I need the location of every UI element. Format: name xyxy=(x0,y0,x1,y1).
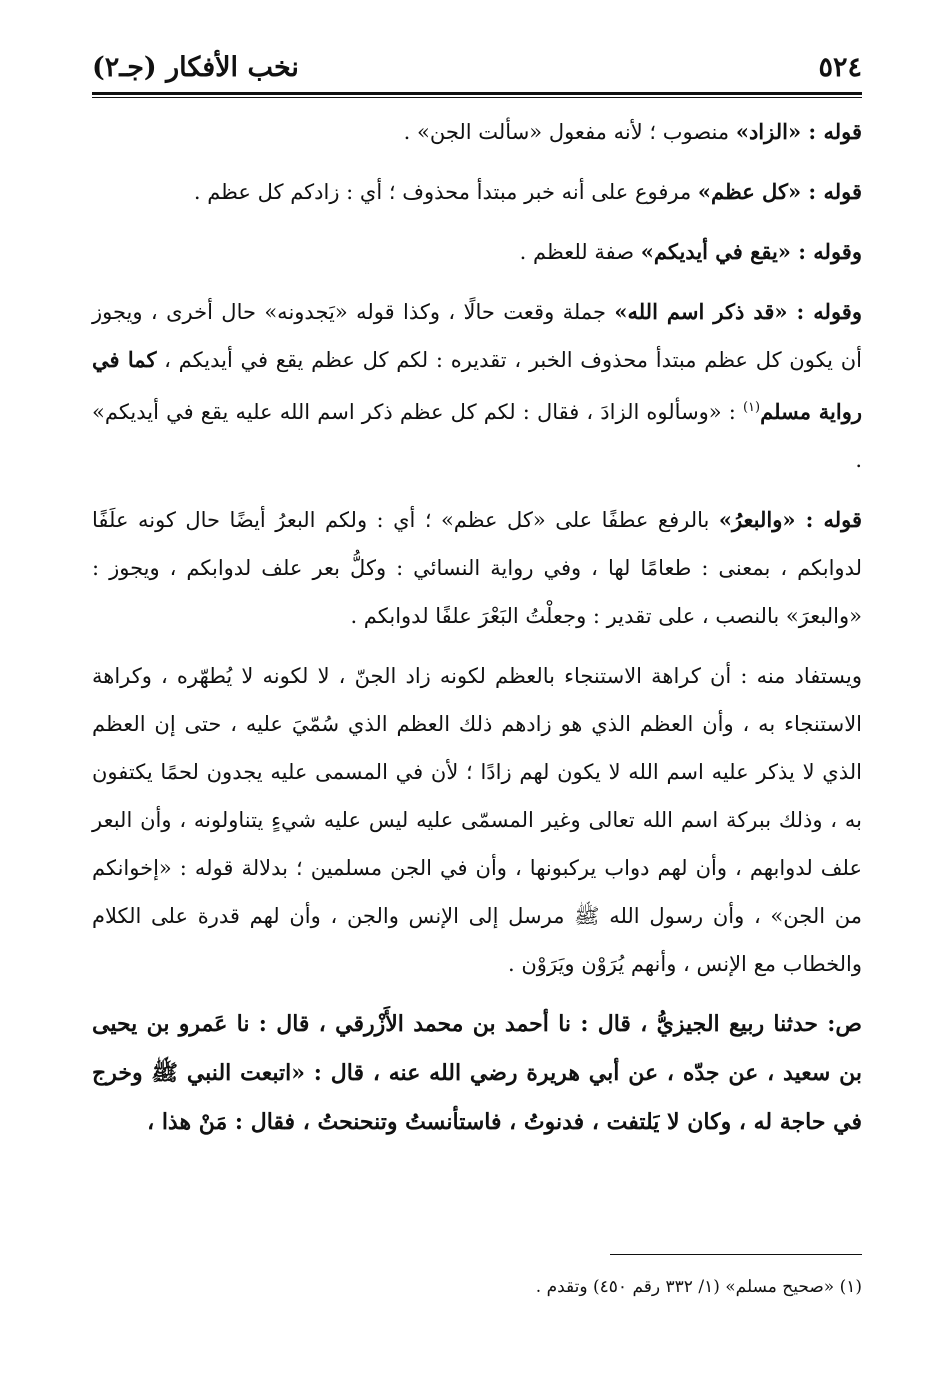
main-text xyxy=(92,108,862,1159)
term-label: قوله : «كل عظم» xyxy=(697,179,862,204)
footnote-rule xyxy=(610,1254,862,1255)
paragraph-yaqa xyxy=(92,228,862,276)
paragraph-text: جملة وقعت حالًا ، وكذا قوله «يَجدونه» حال أخرى ، ويجوز أن يكون كل عظم مبتدأ محذوف الخبر ، تقديره : لكم كل عظم يقع في أيديكم ، xyxy=(92,300,863,372)
term-label: قوله : «والبعرُ» xyxy=(718,507,862,532)
paragraph-text-2: : «وسألوه الزادَ ، فقال : لكم كل عظم ذكر اسم الله عليه يقع في أيديكم» . xyxy=(92,400,862,472)
term-label: وقوله : «يقع في أيديكم» xyxy=(640,239,862,264)
paragraph-text: ويستفاد منه : أن كراهة الاستنجاء بالعظم لكونه زاد الجنّ ، لا لكونه لا يُطهّره ، وكراهة الاستنجاء به ، وأن العظم الذي هو زادهم ذلك العظم الذي سُمّيَ عليه ، حتى إن العظم الذي لا يذكر عليه اسم الله لا يكون لهم زادًا ؛ لأن في المسمى عليه يجدون لحمًا يكتفون به ، وذلك ببركة اسم الله تعالى وغير المسمّى عليه ليس عليه شيءٍ يتناولونه ، وأن البعر علف لدوابهم ، وأن لهم دواب يركبونها ، وأن في الجن مسلمين ؛ بدلالة قوله : «إخوانكم من الجن» ، وأن رسول الله ﷺ مرسل إلى الإنس والجن ، وأن لهم قدرة على الكلام والخطاب مع الإنس ، وأنهم يُرَوْن ويَرَوْن . xyxy=(92,664,862,976)
book-title: نخب الأفكار (جـ٢) xyxy=(92,52,299,83)
paragraph-zad xyxy=(92,108,862,156)
header-rule-thin xyxy=(92,97,862,98)
paragraph-text: منصوب ؛ لأنه مفعول «سألت الجن» . xyxy=(403,120,736,144)
paragraph-baar xyxy=(92,496,862,640)
paragraph-dhikr xyxy=(92,288,862,484)
hadith-text: ص: حدثنا ربيع الجيزيُّ ، قال : نا أحمد بن محمد الأَزْرقي ، قال : نا عَمرو بن يحيى بن سعيد ، عن جدّه ، عن أبي هريرة رضي الله عنه ، قال : «اتبعت النبي ﷺ وخرج في حاجة له ، وكان لا يَلتفت ، فدنوتُ ، فاستأنستُ وتنحنحتُ ، فقال : مَنْ هذا ، xyxy=(92,1011,862,1135)
paragraph-text: صفة للعظم . xyxy=(519,240,641,264)
term-label: قوله : «الزاد» xyxy=(735,119,862,144)
header-rule-thick xyxy=(92,92,862,95)
footnote-ref: (١) xyxy=(742,400,761,415)
footnote: (١) «صحيح مسلم» (١/ ٣٣٢ رقم ٤٥٠) وتقدم . xyxy=(535,1277,862,1297)
term-label-muslim: كما في رواية مسلم xyxy=(92,347,862,424)
paragraph-kul-azm xyxy=(92,168,862,216)
page-header xyxy=(92,46,862,86)
page-number: ٥٢٤ xyxy=(818,52,862,83)
paragraph-benefits xyxy=(92,652,862,988)
paragraph-text: بالرفع عطفًا على «كل عظم» ؛ أي : ولكم البعرُ أيضًا حال كونه علَفًا لدوابكم ، بمعنى : طعامًا لها ، وفي رواية النسائي : وكلُّ بعر علف لدوابكم ، ويجوز : «والبعرَ» بالنصب ، على تقدير : وجعلْتُ البَعْرَ علفًا لدوابكم . xyxy=(92,508,862,628)
paragraph-text: مرفوع على أنه خبر مبتدأ محذوف ؛ أي : زادكم كل عظم . xyxy=(193,180,698,204)
term-label: وقوله : «قد ذكر اسم الله» xyxy=(614,299,862,324)
